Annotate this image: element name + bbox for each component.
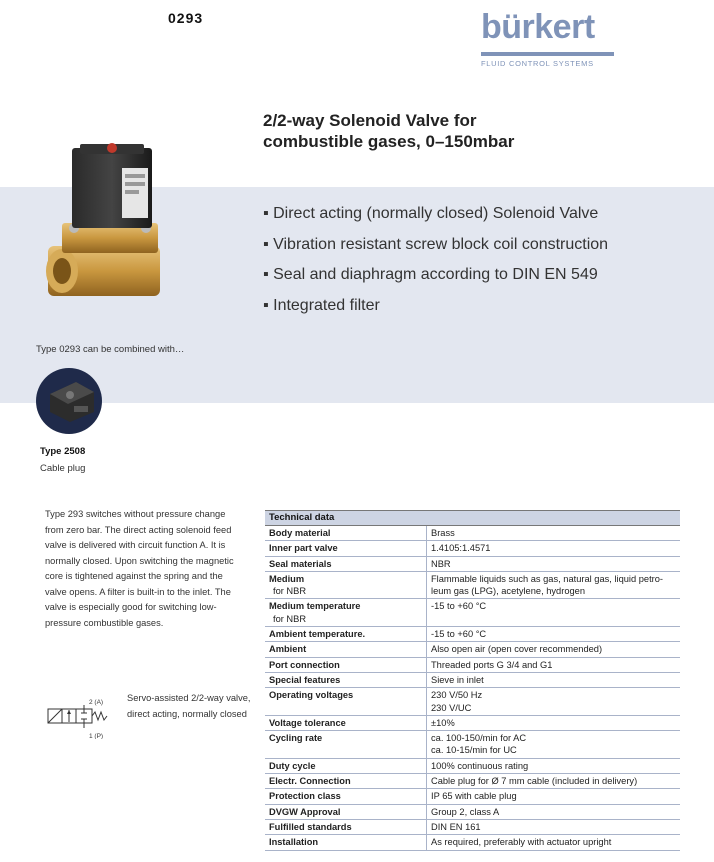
- type-2508-title: Type 2508: [40, 446, 86, 457]
- row-label-cell: [265, 716, 427, 730]
- row-sublabel: for NBR: [273, 586, 307, 597]
- row-label: Ambient: [269, 644, 307, 655]
- feature-item: ▪ Direct acting (normally closed) Solenoid Valve: [263, 205, 599, 222]
- row-value: -15 to +60 °C: [431, 601, 487, 612]
- technical-data-header: Technical data: [265, 510, 680, 526]
- valve-image: [40, 138, 170, 318]
- row-value-cell: [427, 572, 680, 599]
- row-value-cell: [427, 642, 680, 656]
- table-row: [265, 572, 680, 600]
- row-label-cell: [265, 572, 427, 599]
- circuit-symbol-description: Servo-assisted 2/2-way valve, direct acting, normally closed: [127, 693, 251, 719]
- row-value: leum gas (LPG), acetylene, hydrogen: [431, 586, 585, 597]
- title-line-1: 2/2-way Solenoid Valve for: [263, 111, 477, 130]
- row-label: Body material: [269, 528, 331, 538]
- port-a-label: 2 (A): [89, 699, 104, 706]
- row-label-cell: [265, 688, 427, 715]
- row-value-cell: [427, 805, 680, 819]
- table-row: [265, 759, 680, 774]
- row-label: Electr. Connection: [269, 776, 351, 787]
- row-label: Seal materials: [269, 558, 332, 569]
- row-value-cell: [427, 774, 680, 788]
- table-row: [265, 789, 680, 804]
- table-row: [265, 642, 680, 657]
- row-value-cell: [427, 557, 680, 571]
- row-value-cell: [427, 658, 680, 672]
- row-value: Flammable liquids such as gas, natural gas, liquid petro-: [431, 573, 664, 584]
- table-row: [265, 731, 680, 759]
- feature-item: ▪ Vibration resistant screw block coil construction: [263, 235, 609, 253]
- row-value-cell: [427, 673, 680, 687]
- logo-wordmark: bürkert: [481, 8, 595, 46]
- row-value: DIN EN 161: [431, 821, 481, 832]
- technical-data-rows: [265, 526, 680, 851]
- row-label-cell: [265, 526, 427, 540]
- row-value-cell: [427, 688, 680, 715]
- row-label-cell: [265, 759, 427, 773]
- row-value: As required, preferably with actuator upright: [431, 837, 612, 848]
- table-row: [265, 716, 680, 731]
- row-value-cell: [427, 627, 680, 641]
- row-value: NBR: [431, 558, 451, 569]
- row-value: 230 V/UC: [431, 702, 472, 713]
- row-value-cell: [427, 835, 680, 849]
- product-code: 0293: [168, 10, 204, 26]
- table-row: [265, 688, 680, 716]
- row-label: Duty cycle: [269, 760, 316, 771]
- row-label-cell: [265, 673, 427, 687]
- row-label: Operating voltages: [269, 690, 354, 701]
- row-label: Inner part valve: [269, 543, 338, 554]
- row-value: IP 65 with cable plug: [431, 791, 517, 802]
- type-2508-subtitle: Cable plug: [40, 463, 86, 474]
- row-label-cell: [265, 627, 427, 641]
- table-row: [265, 774, 680, 789]
- row-label: Medium: [269, 573, 305, 584]
- table-row: [265, 599, 680, 627]
- table-row: [265, 805, 680, 820]
- feature-list: [263, 205, 608, 327]
- logo-tagline: FLUID CONTROL SYSTEMS: [481, 59, 594, 68]
- row-value: Cable plug for Ø 7 mm cable (included in delivery): [431, 776, 638, 787]
- row-sublabel: for NBR: [273, 613, 307, 624]
- row-label: Medium temperature: [269, 601, 361, 612]
- row-label: Fulfilled standards: [269, 821, 352, 832]
- row-label-cell: [265, 642, 427, 656]
- feature-item: ▪ Seal and diaphragm according to DIN EN 549: [263, 266, 598, 283]
- table-row: [265, 820, 680, 835]
- row-value-cell: [427, 526, 680, 540]
- row-label-cell: [265, 731, 427, 758]
- title-line-2: combustible gases, 0–150mbar: [263, 132, 515, 151]
- row-value: Brass: [431, 528, 455, 538]
- row-value: Also open air (open cover recommended): [431, 644, 603, 655]
- technical-data-table: [265, 510, 680, 851]
- row-label-cell: [265, 805, 427, 819]
- row-value: ca. 100-150/min for AC: [431, 733, 527, 744]
- row-value: Group 2, class A: [431, 806, 500, 817]
- row-label-cell: [265, 789, 427, 803]
- table-row: [265, 673, 680, 688]
- row-value: 230 V/50 Hz: [431, 690, 483, 701]
- row-label: DVGW Approval: [269, 806, 341, 817]
- row-value: Threaded ports G 3/4 and G1: [431, 659, 553, 670]
- row-label: Protection class: [269, 791, 341, 802]
- row-label-cell: [265, 557, 427, 571]
- row-label: Port connection: [269, 659, 340, 670]
- table-row: [265, 526, 680, 541]
- row-label: Ambient temperature.: [269, 629, 366, 640]
- cable-plug-icon: [36, 368, 102, 434]
- row-value-cell: [427, 716, 680, 730]
- table-row: [265, 658, 680, 673]
- circuit-symbol-icon: [46, 695, 130, 739]
- row-label: Cycling rate: [269, 733, 323, 744]
- port-p-label: 1 (P): [89, 733, 104, 739]
- row-label-cell: [265, 658, 427, 672]
- table-row: [265, 835, 680, 850]
- row-value: ±10%: [431, 717, 455, 728]
- table-row: [265, 557, 680, 572]
- row-value-cell: [427, 599, 680, 626]
- row-value-cell: [427, 731, 680, 758]
- row-label-cell: [265, 774, 427, 788]
- combination-text: Type 0293 can be combined with…: [36, 344, 185, 355]
- row-label-cell: [265, 820, 427, 834]
- row-value: 1.4105:1.4571: [431, 543, 491, 554]
- row-label: Installation: [269, 837, 319, 848]
- page-title: [263, 110, 514, 152]
- cable-plug-image: [36, 368, 102, 434]
- description-text: Type 293 switches without pressure change from zero bar. The direct acting solenoid feed valve is delivered with circuit function A. It is normally closed. Upon switching the magnetic core is tightened against the spring and the valve opens. A filter is built-in to the inlet. The valve is especially good for switching low-pressure combustible gases.: [45, 509, 234, 628]
- row-value-cell: [427, 759, 680, 773]
- row-label-cell: [265, 541, 427, 555]
- row-label: Special features: [269, 674, 341, 685]
- row-value: -15 to +60 °C: [431, 629, 487, 640]
- logo-bar: [481, 52, 614, 56]
- row-value-cell: [427, 541, 680, 555]
- row-label-cell: [265, 835, 427, 849]
- row-value: ca. 10-15/min for UC: [431, 745, 517, 756]
- row-value-cell: [427, 820, 680, 834]
- row-value-cell: [427, 789, 680, 803]
- burkert-logo: [481, 10, 614, 68]
- row-value: Sieve in inlet: [431, 674, 484, 685]
- row-value: 100% continuous rating: [431, 760, 529, 771]
- row-label: Voltage tolerance: [269, 717, 346, 728]
- feature-item: ▪ Integrated filter: [263, 296, 380, 314]
- table-row: [265, 627, 680, 642]
- row-label-cell: [265, 599, 427, 626]
- table-row: [265, 541, 680, 556]
